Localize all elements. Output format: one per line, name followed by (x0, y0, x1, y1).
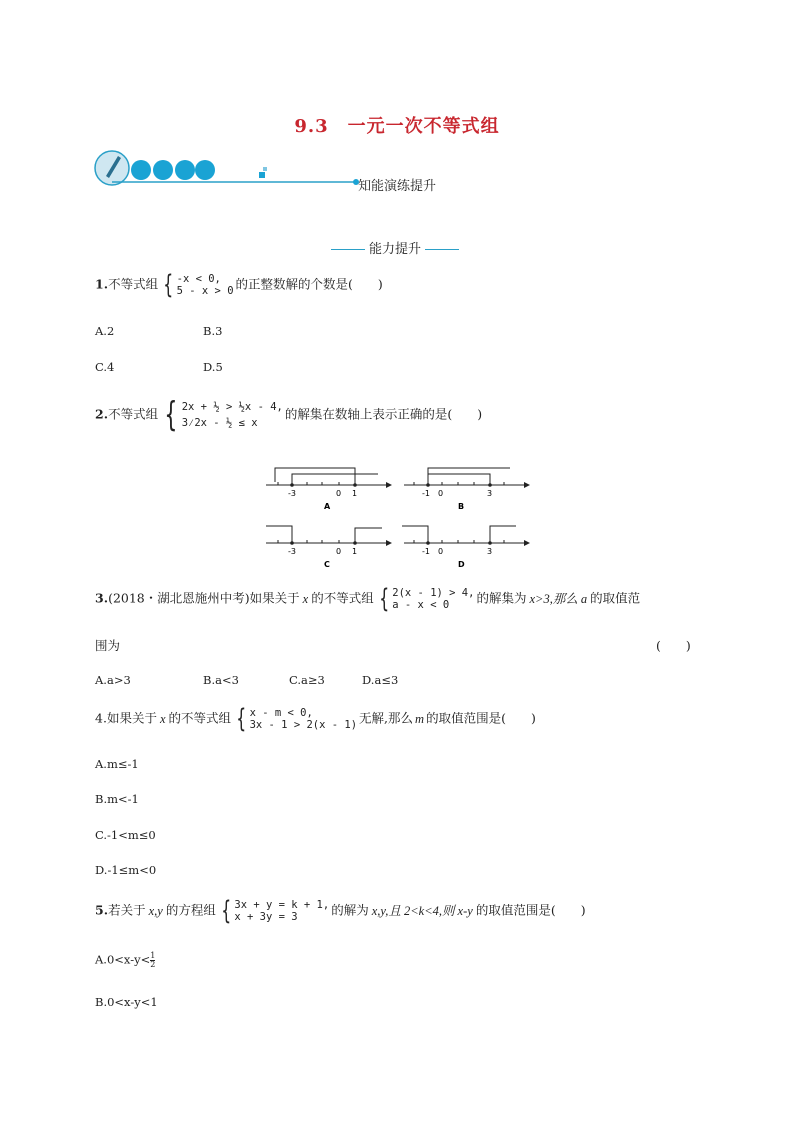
variable: x,y (148, 903, 163, 918)
option-c[interactable]: C.-1<m≤0 (95, 828, 156, 842)
tick-label: 0 (336, 547, 342, 556)
figure-label: A (324, 502, 331, 511)
system-line: a - x < 0 (392, 599, 450, 611)
system-line: -x < 0, (176, 273, 221, 285)
section-heading (330, 238, 460, 257)
question-number: 5. (95, 902, 109, 918)
question-text: 的取值范围是( ) (426, 710, 536, 726)
number-line-b[interactable] (404, 468, 530, 511)
question-text: 的取值范 (590, 590, 641, 606)
system-line: 2(x - 1) > 4, (392, 587, 475, 599)
tick-label: 1 (352, 489, 358, 498)
number-line-figures (262, 460, 534, 570)
option-d[interactable]: D.a≤3 (362, 673, 399, 687)
inequality-system: { -x < 0, 5 - x > 0 (163, 270, 234, 300)
number-line-d[interactable] (402, 526, 530, 569)
question-number: 2. (95, 406, 109, 422)
tick-label: -1 (422, 547, 430, 556)
option-b[interactable]: B.a<3 (203, 673, 239, 687)
option-c[interactable]: C.4 (95, 360, 115, 374)
question-3-line2: 围为 (95, 638, 121, 653)
system-line: 2x + ½ > ½x - 4, (181, 401, 283, 413)
question-text: 的解集为 (476, 590, 527, 606)
option-a[interactable]: A.m≤-1 (95, 757, 139, 771)
figure-label: D (458, 560, 465, 569)
page-title: 9.3 一元一次不等式组 (294, 116, 500, 137)
tick-label: 0 (438, 547, 444, 556)
question-text: (2018・湖北恩施州中考)如果关于 (108, 590, 300, 606)
option-a[interactable]: A.a>3 (95, 673, 131, 687)
question-text: 不等式组 (108, 406, 159, 422)
denominator: 2 (150, 960, 156, 969)
question-2 (95, 395, 483, 435)
option-c[interactable]: C.a≥3 (289, 673, 325, 687)
tick-label: -1 (422, 489, 430, 498)
variable: m (415, 711, 425, 726)
inequality-system: { 2(x - 1) > 4, a - x < 0 (379, 584, 475, 614)
tick-label: 3 (487, 547, 493, 556)
option-a[interactable] (95, 952, 155, 969)
question-text: 如果关于 (106, 710, 157, 726)
option-b[interactable]: B.0<x-y<1 (95, 995, 158, 1009)
question-text: 无解,那么 (359, 710, 414, 726)
option-a[interactable]: A.2 (95, 324, 115, 338)
system-line: x - m < 0, (249, 707, 313, 719)
question-text: 若关于 (108, 902, 146, 918)
figure-label: B (458, 502, 465, 511)
question-text: 的解为 (331, 902, 369, 918)
question-text: x,y,且 2<k<4,则 (371, 903, 455, 918)
inequality-system: { 2x + ½ > ½x - 4, 3⁄2x - ½ ≤ x (164, 395, 283, 435)
number-line-a[interactable] (266, 468, 392, 511)
option-d[interactable]: D.5 (203, 360, 223, 374)
option-b[interactable]: B.m<-1 (95, 792, 139, 806)
variable: x (159, 711, 166, 726)
tick-label: -3 (288, 489, 296, 498)
question-text: 的不等式组 (168, 710, 232, 726)
system-line: x + 3y = 3 (234, 911, 298, 923)
question-text: x>3,那么 (529, 591, 578, 606)
equation-system: { 3x + y = k + 1, x + 3y = 3 (221, 896, 330, 926)
question-text: 的不等式组 (311, 590, 374, 606)
banner-label: 知能演练提升 (358, 179, 437, 194)
variable: x-y (457, 903, 473, 918)
inequality-system: { x - m < 0, 3x - 1 > 2(x - 1) (236, 704, 358, 734)
question-1 (95, 272, 383, 298)
question-text: 的取值范围是( ) (475, 902, 586, 918)
option-d[interactable]: D.-1≤m<0 (95, 863, 157, 877)
fraction (150, 952, 155, 969)
question-5 (95, 898, 586, 924)
option-b[interactable]: B.3 (203, 324, 223, 338)
question-text: 的解集在数轴上表示正确的是( ) (284, 406, 483, 422)
answer-paren: ( ) (656, 638, 691, 653)
question-number: 3. (95, 590, 109, 606)
system-line: 3x - 1 > 2(x - 1) (249, 719, 358, 731)
question-4 (95, 706, 536, 732)
question-3 (95, 586, 640, 612)
option-text: A.0<x-y< (95, 952, 151, 967)
question-text: 的方程组 (165, 902, 216, 918)
system-line: 3x + y = k + 1, (234, 899, 330, 911)
number-line-c[interactable] (266, 526, 392, 569)
tick-label: 1 (352, 547, 358, 556)
figure-label: C (324, 560, 330, 569)
tick-label: 0 (438, 489, 444, 498)
section-title: 能力提升 (368, 242, 421, 257)
system-line: 5 - x > 0 (176, 285, 234, 297)
tick-label: 0 (336, 489, 342, 498)
question-number: 4. (95, 710, 107, 726)
question-text: 不等式组 (108, 276, 159, 292)
system-line: 3⁄2x - ½ ≤ x (181, 417, 258, 429)
numerator: 1 (150, 951, 156, 960)
tick-label: -3 (288, 547, 296, 556)
variable: x (302, 591, 309, 606)
variable: a (580, 591, 588, 606)
question-text: 的正整数解的个数是( ) (235, 276, 383, 292)
tick-label: 3 (487, 489, 493, 498)
question-number: 1. (95, 276, 109, 292)
